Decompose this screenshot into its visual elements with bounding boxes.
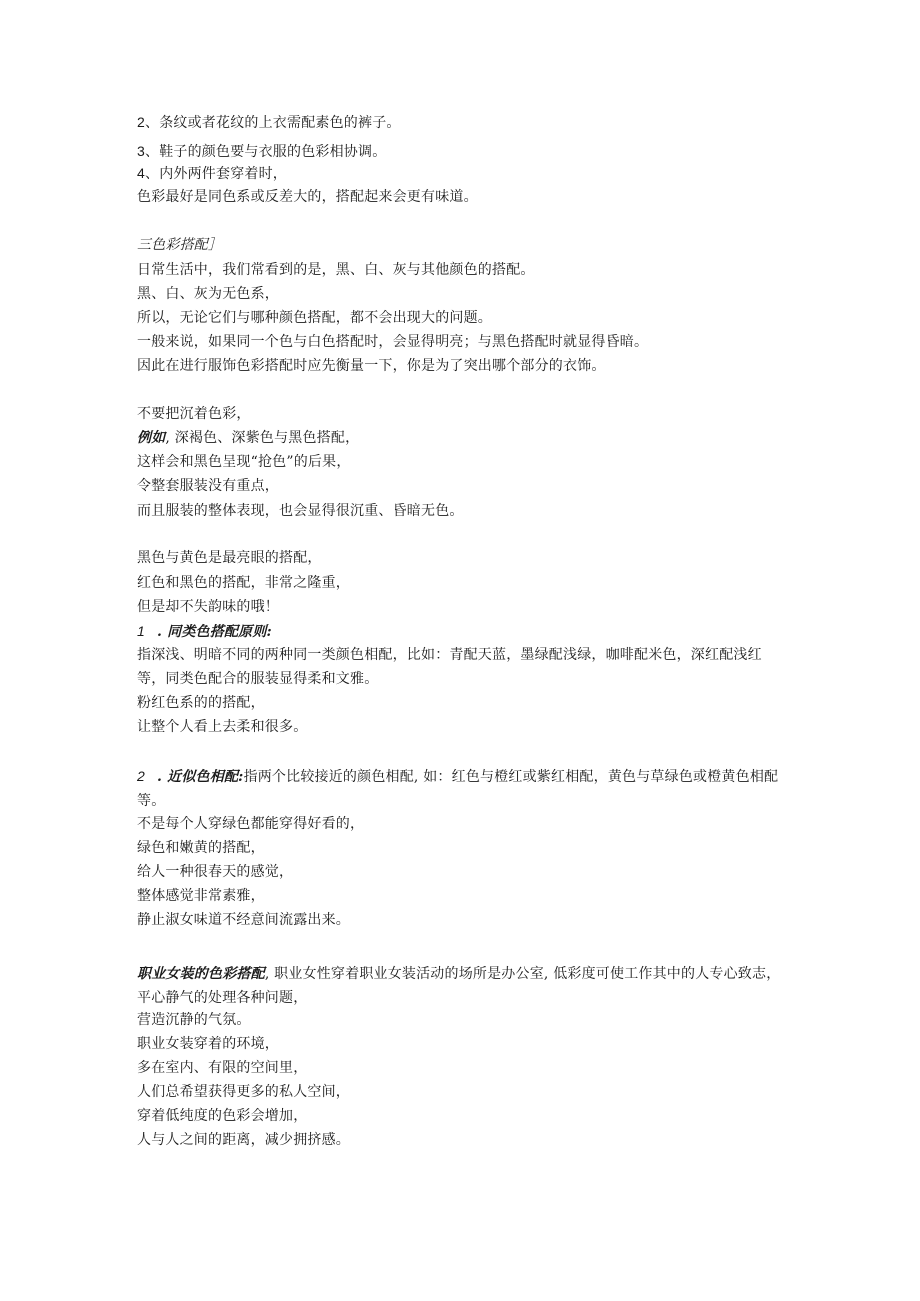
paragraph-line: 给人一种很春天的感觉， bbox=[137, 864, 294, 880]
paragraph-line: 静止淑女味道不经意间流露出来。 bbox=[137, 912, 350, 928]
tip-3 bbox=[137, 142, 386, 161]
heading-text: . 近似色相配: bbox=[157, 769, 244, 785]
section-desc: , 职业女性穿着职业女装活动的场所是办公室, 低彩度可使工作其中的人专心致志，平心静气的处理各种问题， bbox=[137, 966, 781, 1006]
paragraph-line: 所以，无论它们与哪种颜色搭配，都不会出现大的问题。 bbox=[137, 310, 492, 326]
section-heading-three-colors: 三色彩搭配］ bbox=[137, 237, 223, 253]
section-heading-same-color bbox=[137, 622, 272, 641]
tip-3-number: 3 bbox=[137, 143, 145, 159]
paragraph-line: 黑色与黄色是最亮眼的搭配， bbox=[137, 550, 322, 566]
paragraph-line: 这样会和黑色呈现“抢色”的后果， bbox=[137, 454, 351, 470]
paragraph-line: 黑、白、灰为无色系， bbox=[137, 286, 279, 302]
tip-4-number: 4 bbox=[137, 165, 145, 181]
heading-text: . 同类色搭配原则: bbox=[157, 624, 272, 640]
heading-number: 1 bbox=[137, 623, 145, 639]
paragraph-line: 整体感觉非常素雅， bbox=[137, 888, 265, 904]
tip-2-number: 2 bbox=[137, 114, 145, 130]
section-desc: 指两个比较接近的颜色相配, 如：红色与橙红或紫红相配，黄色与草绿色或橙黄色相配等。 bbox=[137, 769, 779, 809]
paragraph-line: 一般来说，如果同一个色与白色搭配时，会显得明亮；与黑色搭配时就显得昏暗。 bbox=[137, 334, 649, 350]
tip-4-text: 、内外两件套穿着时， bbox=[145, 166, 287, 182]
paragraph-line: 但是却不失韵味的哦！ bbox=[137, 599, 279, 615]
tip-2-text: 、条纹或者花纹的上衣需配素色的裤子。 bbox=[145, 115, 401, 131]
paragraph-line: 人们总希望获得更多的私人空间， bbox=[137, 1084, 350, 1100]
paragraph-line: 多在室内、有限的空间里， bbox=[137, 1060, 308, 1076]
tip-4-continuation: 色彩最好是同色系或反差大的，搭配起来会更有味道。 bbox=[137, 189, 478, 205]
tip-4 bbox=[137, 164, 287, 183]
section-similar-color bbox=[137, 764, 787, 813]
paragraph-line: 让整个人看上去柔和很多。 bbox=[137, 719, 308, 735]
paragraph-line: 而且服装的整体表现，也会显得很沉重、昏暗无色。 bbox=[137, 503, 464, 519]
paragraph-line: 因此在进行服饰色彩搭配时应先衡量一下，你是为了突出哪个部分的衣饰。 bbox=[137, 358, 606, 374]
tip-2 bbox=[137, 113, 401, 132]
heading-text: 职业女装的色彩搭配 bbox=[137, 966, 265, 982]
paragraph-line: 令整套服装没有重点， bbox=[137, 478, 279, 494]
tip-3-text: 、鞋子的颜色要与衣服的色彩相协调。 bbox=[145, 144, 387, 160]
paragraph-line: 绿色和嫩黄的搭配， bbox=[137, 840, 265, 856]
paragraph-line: 穿着低纯度的色彩会增加， bbox=[137, 1108, 308, 1124]
paragraph-line: 人与人之间的距离，减少拥挤感。 bbox=[137, 1132, 350, 1148]
example-line bbox=[137, 429, 359, 447]
paragraph-line: 粉红色系的的搭配， bbox=[137, 695, 265, 711]
heading-number: 2 bbox=[137, 768, 145, 784]
example-label: 例如 bbox=[137, 430, 166, 446]
section-career-wear bbox=[137, 962, 787, 1010]
example-text: , 深褐色、深紫色与黑色搭配， bbox=[165, 430, 360, 446]
paragraph-line: 职业女装穿着的环境， bbox=[137, 1036, 279, 1052]
paragraph-line: 不是每个人穿绿色都能穿得好看的， bbox=[137, 816, 365, 832]
paragraph-line: 日常生活中，我们常看到的是，黑、白、灰与其他颜色的搭配。 bbox=[137, 262, 535, 278]
paragraph-line: 不要把沉着色彩， bbox=[137, 406, 251, 422]
paragraph-line: 红色和黑色的搭配，非常之隆重， bbox=[137, 575, 350, 591]
paragraph-line: 营造沉静的气氛。 bbox=[137, 1012, 251, 1028]
paragraph-wrapped: 指深浅、明暗不同的两种同一类颜色相配，比如：青配天蓝，墨绿配浅绿，咖啡配米色，深红配浅红等，同类色配合的服装显得柔和文雅。 bbox=[137, 647, 762, 687]
